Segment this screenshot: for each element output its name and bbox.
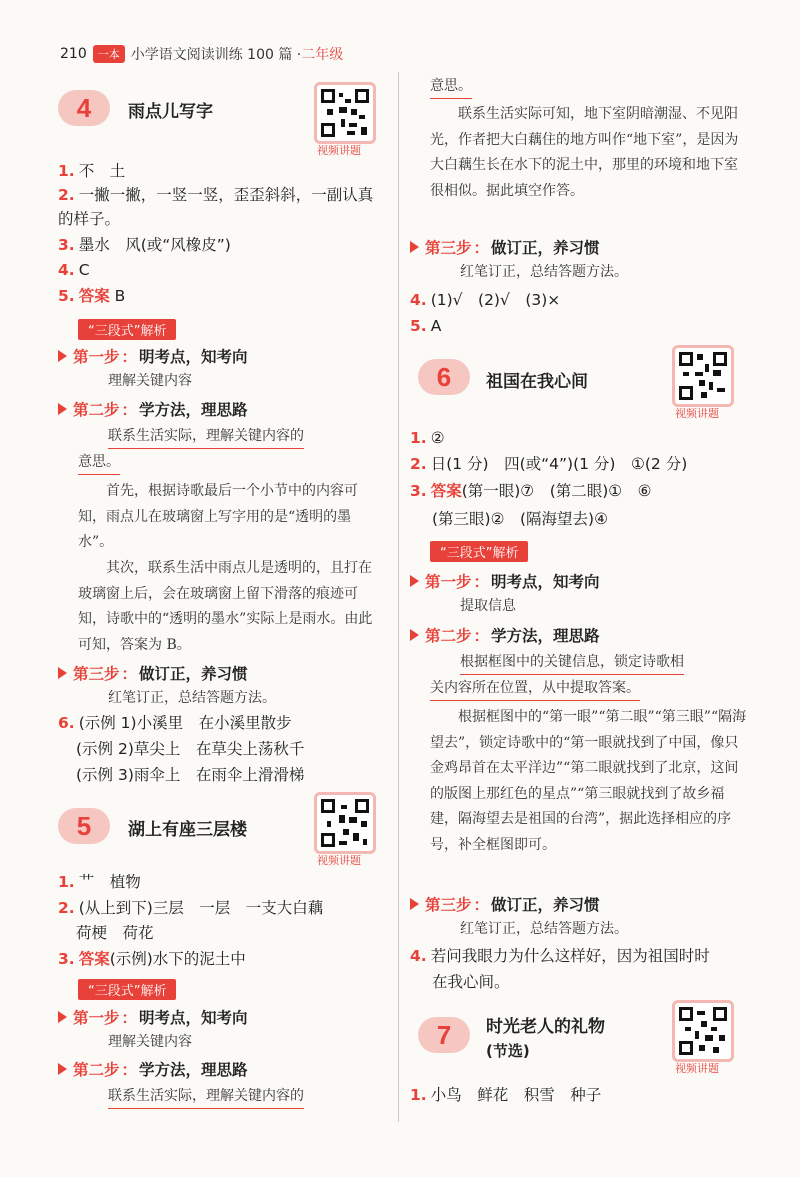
explanation-paragraph: 根据框图中的“第一眼”“第二眼”“第三眼”“隔海望去”，锁定诗歌中的“第一眼就找到了中国，像只金鸡昂首在太平洋边”“第二眼就找到了北京，这间的版图上那红色的星点”“第三眼就找到了故乡福建，隔海望去是祖国的台湾”，据此选择相应的序号，补全框图即可。 bbox=[430, 709, 747, 853]
answer-item: 1. ② bbox=[410, 429, 445, 447]
answer-item-cont: 的样子。 bbox=[58, 210, 121, 228]
answer-item-cont: 荷梗 荷花 bbox=[76, 924, 154, 942]
section-number-badge: 4 bbox=[58, 90, 110, 126]
answer-item: 2. 一撇一撇，一竖一竖，歪歪斜斜，一副认真 bbox=[58, 186, 374, 204]
qr-code-icon[interactable] bbox=[672, 345, 734, 407]
qr-caption: 视频讲题 bbox=[675, 1062, 719, 1075]
answer-item: 3. 墨水 风(或“风橡皮”) bbox=[58, 236, 231, 254]
arrow-icon bbox=[410, 575, 419, 587]
arrow-icon bbox=[58, 403, 67, 415]
step-detail: 提取信息 bbox=[460, 598, 516, 614]
explanation-paragraph: 其次，联系生活中雨点儿是透明的，且打在玻璃窗上后，会在玻璃窗上留下滑落的痕迹可知，诗歌中的“透明的墨水”实际上是雨水。由此可知，答案为 B。 bbox=[78, 560, 373, 653]
step-three: 第三步 ： 做订正，养习惯 bbox=[410, 236, 600, 258]
section-title: 时光老人的礼物 bbox=[486, 1017, 605, 1037]
step-detail: 红笔订正，总结答题方法。 bbox=[108, 690, 276, 706]
answer-item: 5. 答案 B bbox=[58, 287, 126, 305]
step-detail-underlined: 根据框图中的关键信息，锁定诗歌相 bbox=[460, 650, 684, 675]
analysis-tag: “三段式”解析 bbox=[430, 541, 528, 562]
answer-item: 4. (1)√ (2)√ (3)× bbox=[410, 291, 561, 309]
qr-caption: 视频讲题 bbox=[317, 854, 361, 867]
answer-item: 1. 艹 植物 bbox=[58, 873, 141, 891]
arrow-icon bbox=[58, 1011, 67, 1023]
section-title: 湖上有座三层楼 bbox=[128, 820, 247, 840]
answer-item: 1. 不 土 bbox=[58, 162, 126, 180]
step-detail: 红笔订正，总结答题方法。 bbox=[460, 264, 628, 280]
step-detail-underlined: 意思。 bbox=[430, 74, 472, 99]
step-detail: 理解关键内容 bbox=[108, 373, 192, 389]
answer-item: 4. 若问我眼力为什么这样好，因为祖国时时 bbox=[410, 947, 710, 965]
answer-item-cont: 在我心间。 bbox=[432, 973, 510, 991]
column-divider bbox=[398, 72, 399, 1122]
section-title: 雨点儿写字 bbox=[128, 102, 213, 122]
answer-item: 2. 日(1 分) 四(或“4”)(1 分) ①(2 分) bbox=[410, 455, 688, 473]
step-one: 第一步 ： 明考点，知考向 bbox=[58, 1006, 248, 1028]
qr-caption: 视频讲题 bbox=[317, 144, 361, 157]
book-title: 小学语文阅读训练 100 篇 · bbox=[130, 47, 302, 63]
arrow-icon bbox=[410, 898, 419, 910]
explanation-paragraph: 联系生活实际可知，地下室阴暗潮湿、不见阳光，作者把大白藕住的地方叫作“地下室”，是因为大白藕生长在水下的泥土中，那里的环境和地下室很相似。据此填空作答。 bbox=[430, 106, 739, 199]
step-detail: 理解关键内容 bbox=[108, 1034, 192, 1050]
step-two: 第二步 ： 学方法，理思路 bbox=[58, 398, 248, 420]
answer-item: 3. 答案(示例)水下的泥土中 bbox=[58, 950, 246, 968]
qr-code-icon[interactable] bbox=[314, 82, 376, 144]
answer-item: 2. (从上到下)三层 一层 一支大白藕 bbox=[58, 899, 324, 917]
section-number-badge: 7 bbox=[418, 1017, 470, 1053]
arrow-icon bbox=[410, 241, 419, 253]
page-number: 210 bbox=[60, 46, 87, 62]
section-number-badge: 5 bbox=[58, 808, 110, 844]
step-one: 第一步 ： 明考点，知考向 bbox=[410, 570, 600, 592]
answer-item: 3. 答案(第一眼)⑦ (第二眼)① ⑥ bbox=[410, 482, 652, 500]
step-detail: 红笔订正，总结答题方法。 bbox=[460, 921, 628, 937]
answer-item: 1. 小鸟 鲜花 积雪 种子 bbox=[410, 1086, 602, 1104]
step-detail-underlined: 意思。 bbox=[78, 450, 120, 475]
step-three: 第三步 ： 做订正，养习惯 bbox=[58, 662, 248, 684]
answer-item-cont: (示例 3)雨伞上 在雨伞上滑滑梯 bbox=[76, 766, 305, 784]
answer-item: 6. (示例 1)小溪里 在小溪里散步 bbox=[58, 714, 292, 732]
step-one: 第一步 ： 明考点，知考向 bbox=[58, 345, 248, 367]
step-detail-underlined: 联系生活实际，理解关键内容的 bbox=[108, 1084, 304, 1109]
step-detail-underlined: 关内容所在位置，从中提取答案。 bbox=[430, 676, 640, 701]
page-header bbox=[60, 42, 343, 66]
explanation-paragraph: 首先，根据诗歌最后一个小节中的内容可知，雨点儿在玻璃窗上写字用的是“透明的墨水”。 bbox=[78, 483, 358, 550]
arrow-icon bbox=[410, 629, 419, 641]
answer-item-cont: (第三眼)② (隔海望去)④ bbox=[432, 510, 608, 528]
analysis-tag: “三段式”解析 bbox=[78, 979, 176, 1000]
section-subtitle: (节选) bbox=[486, 1042, 530, 1060]
grade-label: 二年级 bbox=[301, 47, 344, 63]
answer-item-cont: (示例 2)草尖上 在草尖上荡秋千 bbox=[76, 740, 305, 758]
step-two: 第二步 ： 学方法，理思路 bbox=[58, 1058, 248, 1080]
answer-item: 4. C bbox=[58, 261, 90, 279]
arrow-icon bbox=[58, 350, 67, 362]
step-detail-underlined: 联系生活实际，理解关键内容的 bbox=[108, 424, 304, 449]
qr-code-icon[interactable] bbox=[314, 792, 376, 854]
arrow-icon bbox=[58, 1063, 67, 1075]
qr-caption: 视频讲题 bbox=[675, 407, 719, 420]
analysis-tag: “三段式”解析 bbox=[78, 319, 176, 340]
step-three: 第三步 ： 做订正，养习惯 bbox=[410, 893, 600, 915]
qr-code-icon[interactable] bbox=[672, 1000, 734, 1062]
arrow-icon bbox=[58, 667, 67, 679]
answer-item: 5. A bbox=[410, 317, 442, 335]
publisher-logo: 一本 bbox=[93, 45, 125, 63]
step-two: 第二步 ： 学方法，理思路 bbox=[410, 624, 600, 646]
section-number-badge: 6 bbox=[418, 359, 470, 395]
section-title: 祖国在我心间 bbox=[486, 372, 588, 392]
